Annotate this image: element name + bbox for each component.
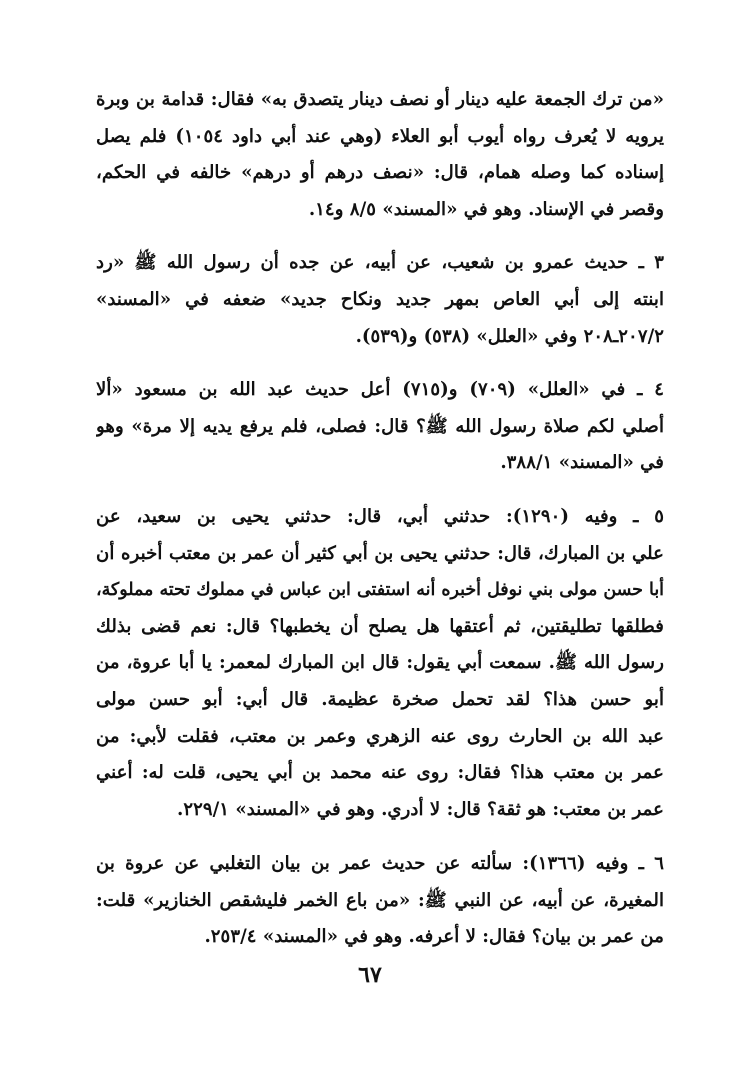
text-line: رسول الله ﷺ. سمعت أبي يقول: قال ابن المبارك لمعمر: يا أبا عروة، من: [96, 652, 664, 674]
paragraph-5: [96, 846, 664, 956]
text-line: علي بن المبارك، قال: حدثني يحيى بن أبي كثير أن عمر بن معتب أخبره أن: [96, 542, 664, 564]
text-line: إسناده كما وصله همام، قال: «نصف درهم أو درهم» خالفه في الحكم،: [96, 162, 664, 184]
text-line: من عمر بن بيان؟ فقال: لا أعرفه. وهو في «المسند» ٢٥٣/٤.: [204, 926, 664, 948]
text-line: أبو حسن هذا؟ لقد تحمل صخرة عظيمة. قال أبي: أبو حسن مولى: [96, 688, 664, 710]
text-line: ٦ ـ وفيه (١٣٦٦): سألته عن حديث عمر بن بيان التغلبي عن عروة بن: [96, 853, 664, 875]
text-line: وقصر في الإسناد. وهو في «المسند» ٨/٥ و١٤.: [308, 198, 664, 220]
text-line: عمر بن معتب: هو ثقة؟ قال: لا أدري. وهو في «المسند» ٢٢٩/١.: [176, 798, 664, 820]
text-line: «من ترك الجمعة عليه دينار أو نصف دينار يتصدق به» فقال: قدامة بن وبرة: [96, 89, 664, 110]
text-line: عمر بن معتب هذا؟ فقال: روى عنه محمد بن أبي يحيى، قلت له: أعني: [96, 762, 664, 784]
text-line: المغيرة، عن أبيه، عن النبي ﷺ: «من باع الخمر فليشقص الخنازير» قلت:: [96, 889, 664, 911]
page-number: ٦٧: [358, 962, 382, 988]
text-line: في «المسند» ٣٨٨/١.: [500, 452, 664, 474]
page-text-body: [96, 82, 664, 973]
text-line: أصلي لكم صلاة رسول الله ﷺ؟ قال: فصلى، فلم يرفع يديه إلا مرة» وهو: [96, 415, 664, 437]
text-line: فطلقها تطليقتين، ثم أعتقها هل يصلح أن يخطبها؟ قال: نعم قضى بذلك: [96, 615, 664, 637]
paragraph-1: [96, 82, 664, 228]
text-line: ٥ ـ وفيه (١٢٩٠): حدثني أبي، قال: حدثني يحيى بن سعيد، عن: [96, 505, 664, 527]
text-line: ابنته إلى أبي العاص بمهر جديد ونكاح جديد» ضعفه في «المسند»: [96, 288, 664, 310]
text-line: أبا حسن مولى بني نوفل أخبره أنه استفتى ابن عباس في مملوك تحته مملوكة،: [96, 580, 664, 601]
text-line: ٢٠٧/٢ـ٢٠٨ وفي «العلل» (٥٣٨) و(٥٣٩).: [355, 325, 664, 347]
text-line: عبد الله بن الحارث روى عنه الزهري وعمر بن معتب، فقلت لأبي: من: [96, 725, 664, 747]
text-line: ٤ ـ في «العلل» (٧٠٩) و(٧١٥) أعل حديث عبد الله بن مسعود «ألا: [96, 379, 664, 401]
paragraph-4: [96, 499, 664, 828]
text-line: ٣ ـ حديث عمرو بن شعيب، عن أبيه، عن جده أن رسول الله ﷺ «رد: [96, 252, 664, 274]
paragraph-2: [96, 245, 664, 355]
text-line: يرويه لا يُعرف رواه أيوب أبو العلاء (وهي عند أبي داود ١٠٥٤) فلم يصل: [96, 125, 664, 147]
paragraph-3: [96, 372, 664, 482]
